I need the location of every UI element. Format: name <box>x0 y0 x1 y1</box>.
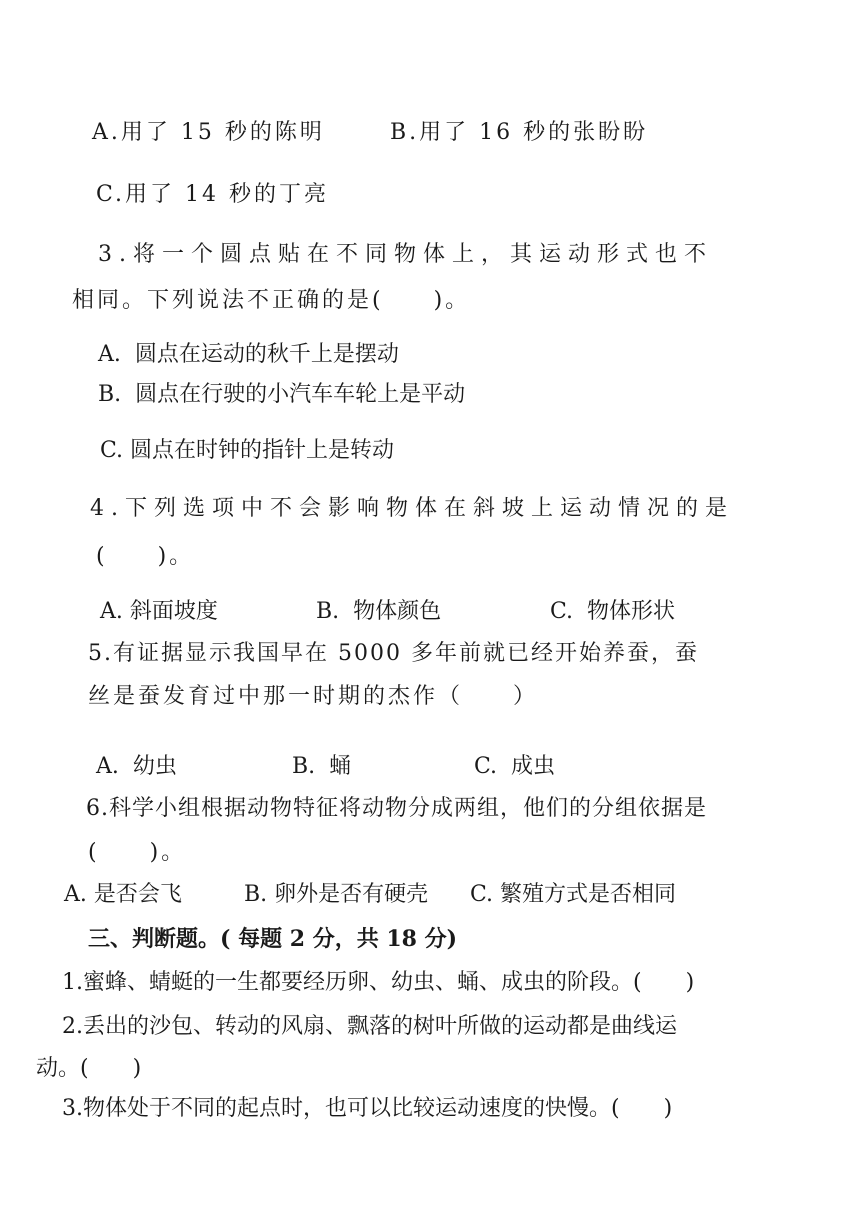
q2-option-a: A.用了 15 秒的陈明 <box>92 120 325 145</box>
q5-option-a: A. 幼虫 <box>96 754 177 779</box>
q4-stem-line1: 4.下列选项中不会影响物体在斜坡上运动情况的是 <box>90 496 734 521</box>
q5-option-c: C. 成虫 <box>474 754 556 779</box>
q3-stem-line1: 3.将一个圆点贴在不同物体上，其运动形式也不 <box>98 242 713 267</box>
q4-option-a: A. 斜面坡度 <box>100 599 218 624</box>
q3-option-a: A. 圆点在运动的秋千上是摆动 <box>98 342 399 367</box>
tf-item-3: 3.物体处于不同的起点时，也可以比较运动速度的快慢。( ) <box>62 1096 673 1121</box>
q6-option-c: C. 繁殖方式是否相同 <box>470 882 677 907</box>
q5-stem-line1: 5.有证据显示我国早在 5000 多年前就已经开始养蚕，蚕 <box>88 641 699 666</box>
q4-option-c: C. 物体形状 <box>550 599 676 624</box>
q5-stem-line2: 丝是蚕发育过中那一时期的杰作（ ） <box>88 684 539 709</box>
tf-item-2-line1: 2.丢出的沙包、转动的风扇、飘落的树叶所做的运动都是曲线运 <box>62 1014 677 1039</box>
q3-option-c: C. 圆点在时钟的指针上是转动 <box>100 438 395 463</box>
q2-option-c: C.用了 14 秒的丁亮 <box>96 182 330 207</box>
q6-option-b: B. 卵外是否有硬壳 <box>244 882 429 907</box>
q3-stem-line2: 相同。下列说法不正确的是( )。 <box>72 288 471 313</box>
q5-option-b: B. 蛹 <box>292 754 352 779</box>
q6-option-a: A. 是否会飞 <box>64 882 182 907</box>
tf-item-1: 1.蜜蜂、蜻蜓的一生都要经历卵、幼虫、蛹、成虫的阶段。( ) <box>62 970 695 995</box>
tf-item-2-line2: 动。( ) <box>36 1056 142 1081</box>
q2-option-b: B.用了 16 秒的张盼盼 <box>390 120 649 145</box>
q4-option-b: B. 物体颜色 <box>316 599 442 624</box>
q3-option-b: B. 圆点在行驶的小汽车车轮上是平动 <box>98 382 466 407</box>
q6-stem-line1: 6.科学小组根据动物特征将动物分成两组，他们的分组依据是 <box>86 796 707 821</box>
q6-stem-line2: ( )。 <box>88 840 187 865</box>
q4-stem-line2: ( )。 <box>96 544 195 569</box>
section3-heading: 三、判断题。( 每题 2 分，共 18 分) <box>88 926 458 952</box>
